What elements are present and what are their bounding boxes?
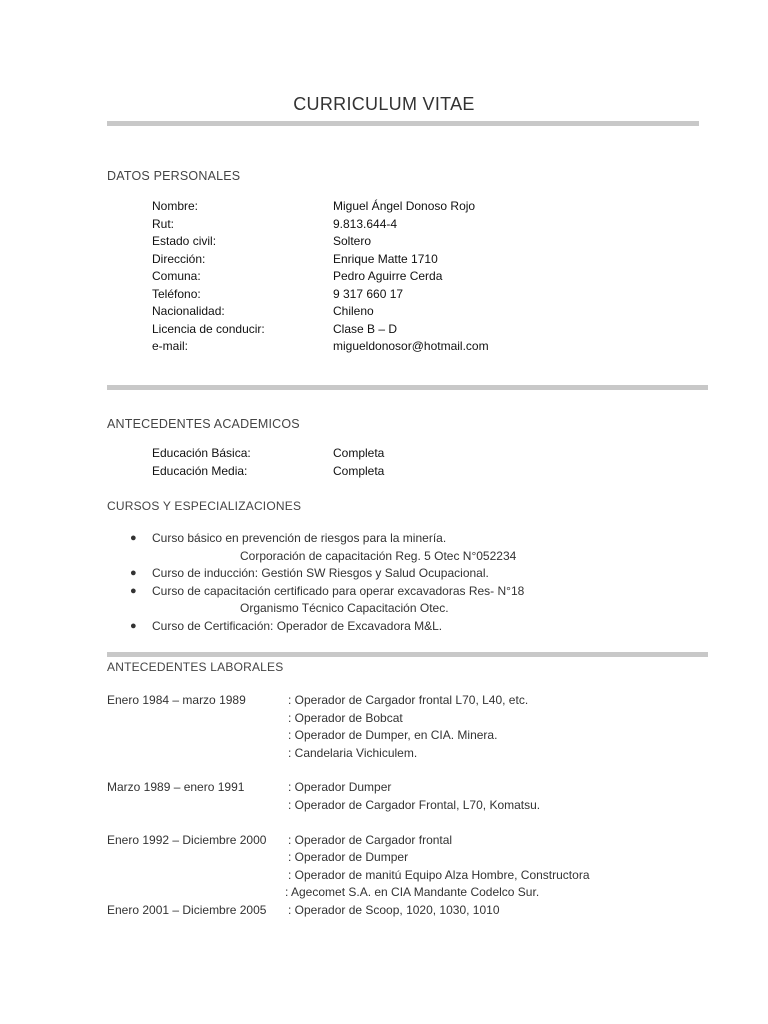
field-label: Dirección:	[152, 251, 206, 266]
job-period: Enero 1984 – marzo 1989	[107, 693, 246, 707]
courses-list	[130, 530, 524, 636]
job-task: : Operador Dumper	[288, 780, 392, 795]
job-task: : Operador de Cargador frontal L70, L40, etc.	[288, 693, 529, 707]
job-period: Enero 1992 – Diciembre 2000	[107, 832, 267, 847]
work-heading: ANTECEDENTES LABORALES	[107, 660, 284, 674]
list-item	[130, 618, 524, 636]
academic-row	[152, 463, 384, 481]
field-value: 9 317 660 17	[333, 286, 404, 301]
work-history	[107, 692, 590, 920]
courses-heading: CURSOS Y ESPECIALIZACIONES	[107, 499, 302, 513]
field-value: Completa	[333, 446, 385, 460]
list-item	[130, 530, 524, 565]
email-value[interactable]: migueldonosor@hotmail.com	[333, 339, 489, 353]
academic-heading: ANTECEDENTES ACADEMICOS	[107, 417, 300, 431]
field-value: 9.813.644-4	[333, 216, 398, 231]
job-entry	[107, 832, 590, 902]
job-period: Marzo 1989 – enero 1991	[107, 780, 245, 795]
job-period: Enero 2001 – Diciembre 2005	[107, 902, 267, 917]
academic-list	[152, 445, 384, 480]
field-label: Nacionalidad:	[152, 304, 225, 318]
job-task: : Operador de Dumper, en CIA. Minera.	[288, 728, 498, 743]
courses-divider	[107, 652, 708, 657]
job-entry	[107, 902, 590, 920]
job-task: : Operador de Dumper	[288, 850, 409, 865]
field-label: e-mail:	[152, 339, 189, 353]
field-label: Educación Básica:	[152, 446, 251, 460]
course-subtext: Corporación de capacitación Reg. 5 Otec N°052234	[240, 548, 517, 563]
title-divider	[107, 121, 699, 126]
academic-row	[152, 445, 384, 463]
field-label: Estado civil:	[152, 234, 217, 248]
personal-row	[152, 321, 489, 339]
field-label: Rut:	[152, 216, 175, 231]
job-tasks	[288, 779, 540, 814]
field-value: Chileno	[333, 304, 374, 318]
personal-row	[152, 268, 489, 286]
personal-row	[152, 216, 489, 234]
field-value: Soltero	[333, 234, 372, 248]
bullet-icon: ●	[130, 584, 137, 597]
job-tasks	[285, 832, 590, 902]
field-value: Pedro Aguirre Cerda	[333, 269, 443, 283]
field-value: Clase B – D	[333, 321, 398, 336]
course-text: Curso de inducción: Gestión SW Riesgos y Salud Ocupacional.	[152, 566, 489, 581]
job-task: : Candelaria Vichiculem.	[288, 745, 418, 760]
document-title: CURRICULUM VITAE	[293, 94, 475, 114]
field-value: Enrique Matte 1710	[333, 251, 438, 266]
personal-row	[152, 198, 489, 216]
field-label: Licencia de conducir:	[152, 321, 265, 336]
field-label: Educación Media:	[152, 463, 248, 478]
course-subtext: Organismo Técnico Capacitación Otec.	[240, 601, 449, 616]
job-task: : Operador de manitú Equipo Alza Hombre, Constructora	[288, 867, 590, 882]
personal-row	[152, 286, 489, 304]
bullet-icon: ●	[130, 567, 137, 580]
personal-data-list	[152, 198, 489, 356]
job-task: : Operador de Bobcat	[288, 710, 403, 725]
list-item	[130, 565, 524, 583]
course-text: Curso básico en prevención de riesgos para la minería.	[152, 531, 447, 545]
field-value: Miguel Ángel Donoso Rojo	[333, 199, 476, 213]
field-label: Nombre:	[152, 199, 199, 213]
personal-divider	[107, 385, 708, 390]
list-item	[130, 583, 524, 618]
bullet-icon: ●	[130, 532, 137, 544]
personal-row	[152, 251, 489, 269]
bullet-icon: ●	[130, 619, 137, 632]
job-tasks	[288, 902, 500, 920]
job-task: : Operador de Cargador Frontal, L70, Komatsu.	[288, 797, 541, 812]
job-task: : Agecomet S.A. en CIA Mandante Codelco Sur.	[285, 885, 540, 900]
field-value: Completa	[333, 463, 385, 478]
job-task: : Operador de Cargador frontal	[288, 832, 453, 847]
personal-data-heading: DATOS PERSONALES	[107, 169, 241, 183]
course-text: Curso de Certificación: Operador de Excavadora M&L.	[152, 618, 443, 633]
personal-row	[152, 338, 489, 356]
job-tasks	[288, 692, 528, 762]
personal-row	[152, 303, 489, 321]
job-entry	[107, 692, 590, 762]
course-text: Curso de capacitación certificado para operar excavadoras Res- N°18	[152, 583, 525, 598]
field-label: Teléfono:	[152, 286, 201, 301]
job-entry	[107, 779, 590, 814]
job-task: : Operador de Scoop, 1020, 1030, 1010	[288, 902, 500, 917]
field-label: Comuna:	[152, 269, 201, 283]
personal-row	[152, 233, 489, 251]
